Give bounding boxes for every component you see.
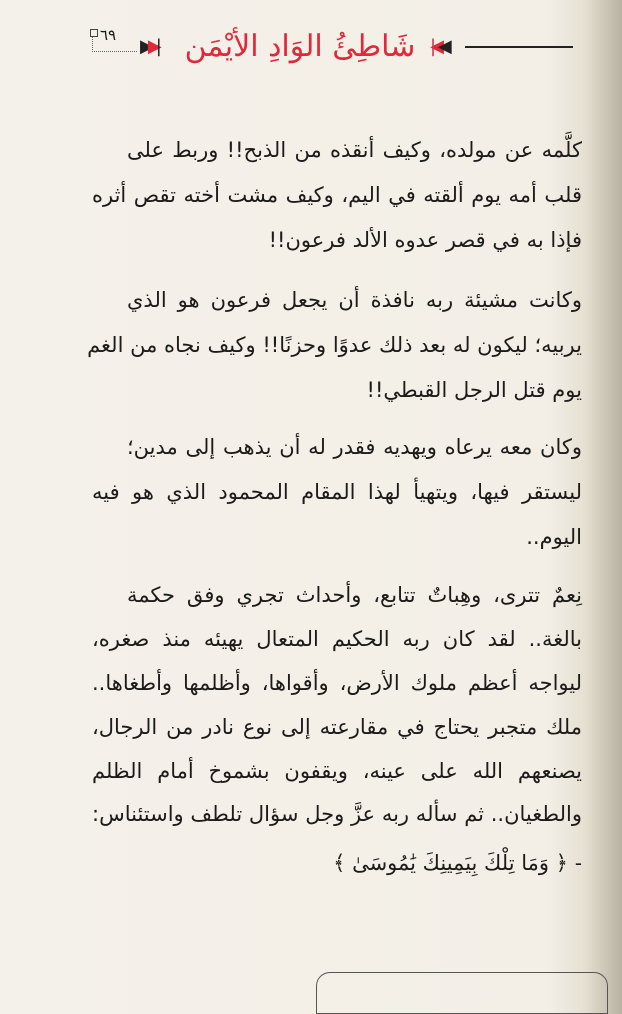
text-line: فإذا به في قصر عدوه الألد فرعون!!: [268, 228, 582, 252]
text-line: يصنعهم الله على عينه، ويقفون بشموخ أمام الظلم: [92, 759, 582, 783]
page-number: ٦٩: [100, 26, 117, 44]
text-line: بالغة.. لقد كان ربه الحكيم المتعال يهيئه منذ صغره،: [92, 627, 582, 651]
footnote-frame: [316, 972, 608, 1014]
text-line: ليستقر فيها، ويتهيأ لهذا المقام المحمود الذي هو فيه: [92, 480, 582, 504]
running-title: شَاطِئُ الوَادِ الأيْمَن: [184, 29, 416, 64]
text-line: والطغيان.. ثم سأله ربه عزَّ وجل سؤال تلطف واستئناس:: [92, 802, 582, 826]
arrow-ornament-right-icon: |◀◀: [430, 36, 446, 57]
text-line: اليوم..: [526, 525, 582, 549]
text-line: ملك متجبر يحتاج في مقارعته إلى نوع نادر من الرجال،: [92, 715, 582, 739]
text-line: يوم قتل الرجل القبطي!!: [366, 378, 582, 402]
verse-text: ﴿ وَمَا تِلْكَ بِيَمِينِكَ يَٰمُوسَىٰ ﴾: [333, 851, 568, 875]
text-line: وكان معه يرعاه ويهديه فقدر له أن يذهب إلى مدين؛: [127, 435, 582, 459]
text-line: ليواجه أعظم ملوك الأرض، وأقواها، وأظلمها وأطغاها..: [92, 671, 582, 695]
text-line: كلَّمه عن مولده، وكيف أنقذه من الذبح!! وربط على: [127, 138, 582, 162]
text-line: يربيه؛ ليكون له بعد ذلك عدوًا وحزنًا!! وكيف نجاه من الغم: [87, 333, 582, 357]
arrow-ornament-left-icon: ▶▶|: [140, 36, 156, 57]
header-rule: [465, 46, 573, 48]
text-line: نِعمٌ تترى، وهِباتٌ تتابع، وأحداث تجري وفق حكمة: [127, 583, 582, 607]
text-line: وكانت مشيئة ربه نافذة أن يجعل فرعون هو الذي: [127, 288, 582, 312]
quran-verse: [92, 848, 582, 878]
text-line: قلب أمه يوم ألقته في اليم، وكيف مشت أخته تقص أثره: [92, 183, 582, 207]
verse-dash: -: [574, 851, 582, 875]
page-number-box-icon: [90, 29, 98, 37]
